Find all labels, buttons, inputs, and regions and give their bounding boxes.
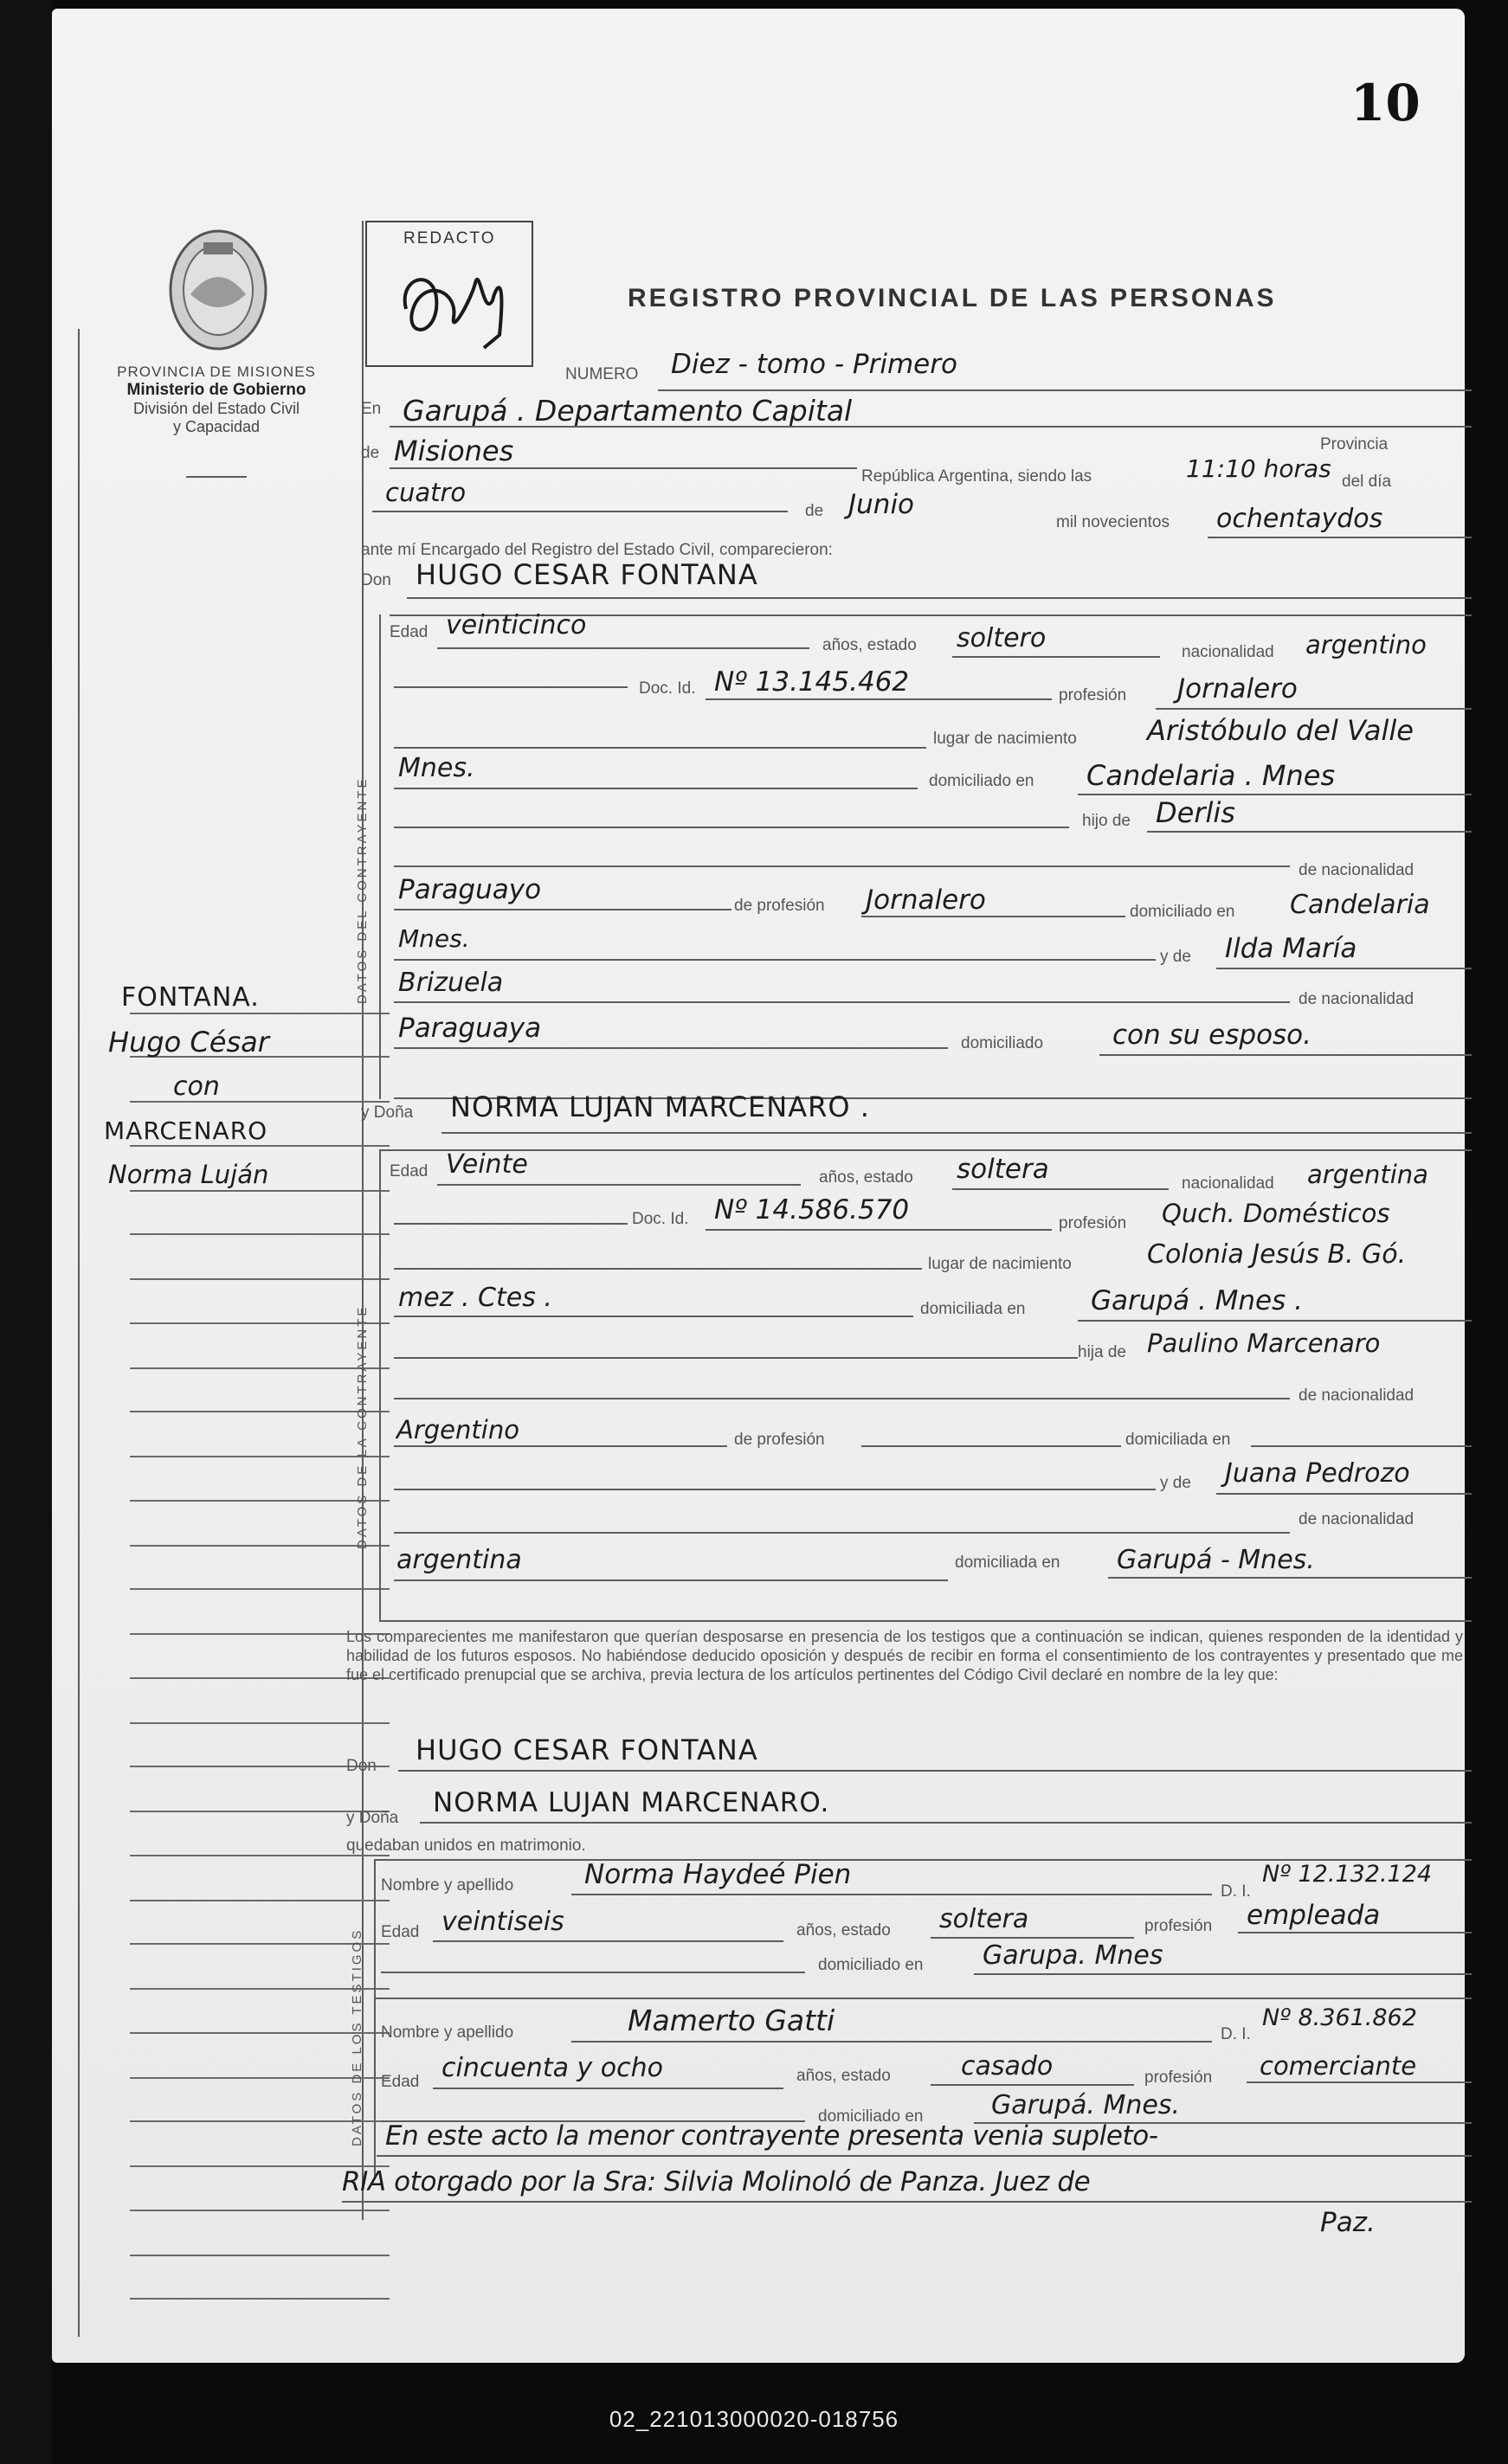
rule [394, 1268, 922, 1270]
contrayente1-side-label: DATOS DEL CONTRAYENTE [355, 776, 370, 1004]
rule [390, 426, 1472, 428]
numero-value: Diez - tomo - Primero [671, 349, 957, 380]
padre1-nac-label: de nacionalidad [1299, 861, 1415, 879]
madre2-dom-value: Garupá - Mnes. [1117, 1545, 1315, 1575]
rule [433, 1940, 783, 1942]
institution-province: PROVINCIA DE MISIONES [117, 363, 316, 380]
institution-capacity: y Capacidad [172, 418, 261, 435]
padre1-dom-label: domiciliado en [1130, 903, 1235, 921]
t1-anos-label: años, estado [796, 1921, 891, 1940]
margin-line [130, 1722, 390, 1724]
provincia-value: Misiones [394, 434, 514, 467]
rule [1099, 1054, 1472, 1056]
rule [420, 1822, 1472, 1824]
hija-label: hija de [1078, 1343, 1126, 1361]
page-number: 10 [1350, 74, 1421, 132]
dom2-value: Garupá . Mnes . [1091, 1285, 1303, 1316]
main-content-border [362, 221, 364, 2220]
t2-prof-label: profesión [1144, 2068, 1213, 2087]
t1-nombre-value: Norma Haydeé Pien [584, 1859, 852, 1890]
institution-division: División del Estado Civil [132, 400, 300, 417]
nac1-label: nacionalidad [1182, 643, 1274, 661]
del-dia-label: del día [1342, 473, 1392, 491]
redacto-stamp [365, 221, 533, 367]
province-emblem-icon [164, 225, 273, 355]
mes-value: Junio [848, 489, 915, 520]
institution-ministry: Ministerio de Gobierno [126, 381, 306, 399]
rule [1078, 1320, 1472, 1322]
madre1-nac-label: de nacionalidad [1299, 990, 1415, 1008]
t1-nombre-label: Nombre y apellido [381, 1876, 514, 1895]
dom2-label: domiciliada en [920, 1300, 1026, 1318]
mil-novecientos-label: mil novecientos [1056, 513, 1170, 531]
rule [394, 959, 1156, 961]
t2-prof-value: comerciante [1260, 2051, 1417, 2081]
rule [394, 1445, 727, 1447]
redacto-stamp-label: REDACTO [403, 229, 496, 248]
rule [394, 827, 1069, 828]
contrayente1-border [379, 614, 381, 1099]
prof1-value: Jornalero [1177, 673, 1298, 704]
lugar-value: Garupá . Departamento Capital [403, 394, 853, 428]
rule [394, 686, 628, 688]
nac1-value: argentino [1305, 630, 1427, 659]
t2-dom-label: domiciliado en [818, 2107, 924, 2126]
rule [1247, 2081, 1472, 2083]
rule [407, 597, 1472, 599]
rule [1147, 831, 1472, 833]
rule [394, 1489, 1156, 1490]
t2-edad-label: Edad [381, 2073, 420, 2091]
margin-note-name1: Hugo César [108, 1026, 269, 1058]
margin-line [130, 1101, 390, 1103]
quedaban-text: quedaban unidos en matrimonio. [346, 1837, 586, 1855]
nac2-label: nacionalidad [1182, 1174, 1274, 1193]
doc2-value: Nº 14.586.570 [714, 1194, 910, 1226]
declaration-paragraph: Los comparecientes me manifestaron que querían desposarse en presencia de los testigos que a continuación se indican, quienes responden de la identidad y habilidad de los futuros esposos. No habiéndose deducido oposición y después de recibir en forma el consentimiento de los contrayentes y presentado que me fue el certificado prenupcial que se archiva, previa lectura de los artículos pertinentes del Código Civil declaré en nombre de la ley que: [346, 1628, 1463, 1683]
madre1-dom-value: con su esposo. [1112, 1020, 1312, 1051]
rule [437, 647, 809, 649]
margin-line [130, 1500, 390, 1502]
padre1-prof-label: de profesión [734, 897, 825, 915]
institution-block [87, 363, 346, 436]
padre2-dom-label: domiciliada en [1125, 1431, 1231, 1449]
rule [394, 788, 918, 789]
anio-value: ochentaydos [1216, 504, 1383, 534]
ante-text: ante mí Encargado del Registro del Estado Civil, comparecieron: [361, 541, 833, 559]
dom1-value: Candelaria . Mnes [1086, 759, 1336, 792]
rule [381, 1972, 805, 1973]
margin-line [130, 1190, 390, 1192]
padre1-dom-cont: Mnes. [398, 924, 470, 953]
prof2-value: Quch. Domésticos [1162, 1199, 1390, 1228]
margin-line [130, 1322, 390, 1324]
t2-di-label: D. I. [1221, 2025, 1251, 2043]
doc2-label: Doc. Id. [632, 1210, 689, 1228]
de-mes-label: de [805, 502, 824, 520]
margin-note-surname1: FONTANA. [121, 982, 260, 1013]
margin-note-name2: Norma Luján [108, 1160, 269, 1189]
left-margin-border [78, 329, 80, 2337]
dona-value: NORMA LUJAN MARCENARO . [450, 1090, 870, 1123]
rule [706, 1229, 1052, 1231]
margin-line [130, 1145, 390, 1147]
document-page [52, 9, 1465, 2363]
rule [861, 1445, 1121, 1447]
rule [394, 1357, 1078, 1359]
margin-line [130, 2210, 390, 2211]
y-de1-label: y de [1160, 948, 1191, 966]
madre2-dom-label: domiciliada en [955, 1554, 1060, 1572]
t2-dom-value: Garupá. Mnes. [991, 2090, 1180, 2120]
rule [342, 2201, 1472, 2203]
rule [952, 1188, 1169, 1190]
dom1-label: domiciliado en [929, 772, 1034, 790]
rule [706, 698, 1052, 700]
rule [379, 1149, 1472, 1151]
hijo-label: hijo de [1082, 812, 1131, 830]
rule [1216, 1493, 1472, 1495]
rule [398, 1770, 1472, 1772]
rule [374, 1998, 1472, 1999]
margin-line [130, 2255, 390, 2256]
rule [1251, 1445, 1472, 1447]
estado2-value: soltera [957, 1154, 1049, 1185]
margin-line [130, 1013, 390, 1014]
estado1-value: soltero [957, 623, 1047, 653]
margin-line [130, 1367, 390, 1369]
t2-estado-value: casado [961, 2051, 1054, 2081]
rule [394, 1223, 628, 1225]
rule [658, 389, 1472, 391]
dia-value: cuatro [385, 478, 467, 507]
republica-label: República Argentina, siendo las [861, 467, 1092, 486]
rule [571, 1894, 1212, 1895]
institution-divider [186, 476, 247, 478]
testigos-side-label: DATOS DE LOS TESTIGOS [350, 1927, 364, 2146]
t1-edad-label: Edad [381, 1923, 420, 1941]
padre1-prof-value: Jornalero [866, 885, 986, 916]
numero-label: NUMERO [565, 365, 639, 383]
margin-note-con: con [173, 1071, 220, 1102]
rule [1078, 794, 1472, 795]
padre2-prof-label: de profesión [734, 1431, 825, 1449]
margin-line [130, 1233, 390, 1235]
rule [931, 2084, 1134, 2086]
rule [377, 2155, 1472, 2157]
rule [1238, 1932, 1472, 1933]
t1-di-value: Nº 12.132.124 [1262, 1861, 1433, 1888]
padre1-value: Derlis [1156, 796, 1235, 829]
margin-line [130, 2298, 390, 2300]
t1-prof-label: profesión [1144, 1917, 1213, 1935]
provincia-label: Provincia [1320, 435, 1389, 454]
rule [390, 467, 857, 469]
dona-label: y Doña [361, 1103, 414, 1122]
prof1-label: profesión [1059, 686, 1127, 704]
madre1-cont: Brizuela [398, 968, 504, 998]
lugar2-value: Colonia Jesús B. Gó. [1147, 1239, 1407, 1270]
rule [379, 1620, 1472, 1622]
rule [394, 1047, 948, 1049]
y-de2-label: y de [1160, 1474, 1191, 1492]
t2-nombre-value: Mamerto Gatti [628, 2004, 835, 2037]
padre1-dom-value: Candelaria [1290, 890, 1430, 920]
union-don-value: HUGO CESAR FONTANA [416, 1734, 758, 1766]
rule [394, 747, 926, 749]
de-label: de [361, 444, 380, 462]
rule [394, 865, 1290, 867]
t2-anos-label: años, estado [796, 2067, 891, 2085]
rule [394, 1532, 1290, 1534]
madre1-value: Ilda María [1225, 933, 1357, 964]
padre2-value: Paulino Marcenaro [1147, 1329, 1381, 1358]
t1-estado-value: soltera [939, 1904, 1029, 1934]
lugar2-cont: mez . Ctes . [398, 1283, 552, 1313]
anos2-label: años, estado [819, 1168, 913, 1187]
document-id: 02_221013000020-018756 [609, 2406, 899, 2432]
margin-line [130, 1588, 390, 1590]
doc1-value: Nº 13.145.462 [714, 666, 910, 698]
union-dona-value: NORMA LUJAN MARCENARO. [433, 1787, 830, 1818]
madre1-dom-label: domiciliado [961, 1034, 1044, 1052]
t1-di-label: D. I. [1221, 1882, 1251, 1901]
signature-icon [389, 257, 519, 352]
rule [1216, 968, 1472, 969]
note-line-2: RIA otorgado por la Sra: Silvia Molinoló de Panza. Juez de [342, 2166, 1091, 2197]
contrayente2-side-label: DATOS DE LA CONTRAYENTE [355, 1304, 370, 1549]
margin-line [130, 1278, 390, 1280]
edad2-label: Edad [390, 1162, 429, 1181]
rule [441, 1132, 1472, 1134]
testigos-border [374, 1859, 376, 2179]
edad1-label: Edad [390, 623, 429, 641]
padre1-nac-value: Paraguayo [398, 874, 542, 905]
prof2-label: profesión [1059, 1214, 1127, 1232]
madre2-value: Juana Pedrozo [1225, 1458, 1410, 1489]
union-don-label: Don [346, 1757, 377, 1775]
lugar1-value: Aristóbulo del Valle [1147, 714, 1414, 747]
margin-line [130, 1456, 390, 1457]
t2-nombre-label: Nombre y apellido [381, 2023, 514, 2042]
rule [931, 1937, 1134, 1939]
note-line-1: En este acto la menor contrayente presenta venia supleto- [385, 2120, 1158, 2152]
rule [571, 2041, 1212, 2043]
rule [394, 1579, 948, 1581]
t1-dom-label: domiciliado en [818, 1956, 924, 1974]
madre2-nac-value: argentina [396, 1545, 522, 1575]
book-binding-edge [0, 0, 52, 2464]
t1-edad-value: veintiseis [441, 1907, 564, 1937]
registry-title: REGISTRO PROVINCIAL DE LAS PERSONAS [628, 284, 1277, 312]
t2-di-value: Nº 8.361.862 [1262, 2004, 1417, 2031]
contrayente2-border [379, 1149, 381, 1621]
rule [437, 1184, 801, 1186]
lugar1-label: lugar de nacimiento [933, 730, 1077, 748]
t1-dom-value: Garupa. Mnes [983, 1940, 1163, 1971]
en-label: En [361, 400, 382, 418]
rule [433, 2088, 783, 2089]
don-label: Don [361, 571, 391, 589]
padre2-nac-value: Argentino [396, 1415, 519, 1444]
margin-line [130, 1411, 390, 1412]
rule [372, 511, 788, 512]
rule [1208, 537, 1472, 538]
rule [394, 1001, 1290, 1003]
t1-prof-value: empleada [1247, 1900, 1381, 1931]
edad1-value: veinticinco [446, 610, 587, 640]
rule [1156, 708, 1472, 710]
doc1-label: Doc. Id. [639, 679, 696, 698]
rule [1108, 1577, 1472, 1579]
hora-value: 11:10 horas [1186, 454, 1331, 483]
padre2-nac-label: de nacionalidad [1299, 1386, 1415, 1405]
rule [952, 656, 1160, 658]
union-dona-label: y Doña [346, 1809, 399, 1827]
rule [394, 909, 731, 910]
margin-line [130, 1545, 390, 1547]
rule [861, 916, 1125, 917]
madre1-nac-value: Paraguaya [398, 1013, 542, 1044]
note-line-3: Paz. [1320, 2207, 1376, 2238]
don-value: HUGO CESAR FONTANA [416, 558, 758, 591]
rule [394, 1316, 913, 1317]
margin-note-surname2: MARCENARO [104, 1116, 268, 1145]
rule [974, 1973, 1472, 1975]
anos1-label: años, estado [822, 636, 917, 654]
rule [394, 1398, 1290, 1399]
nac2-value: argentina [1307, 1160, 1428, 1189]
t2-edad-value: cincuenta y ocho [441, 2053, 664, 2083]
edad2-value: Veinte [446, 1149, 528, 1180]
lugar2-label: lugar de nacimiento [928, 1255, 1072, 1273]
margin-line [130, 1900, 390, 1901]
madre2-nac-label: de nacionalidad [1299, 1510, 1415, 1528]
lugar1-cont: Mnes. [398, 753, 475, 783]
